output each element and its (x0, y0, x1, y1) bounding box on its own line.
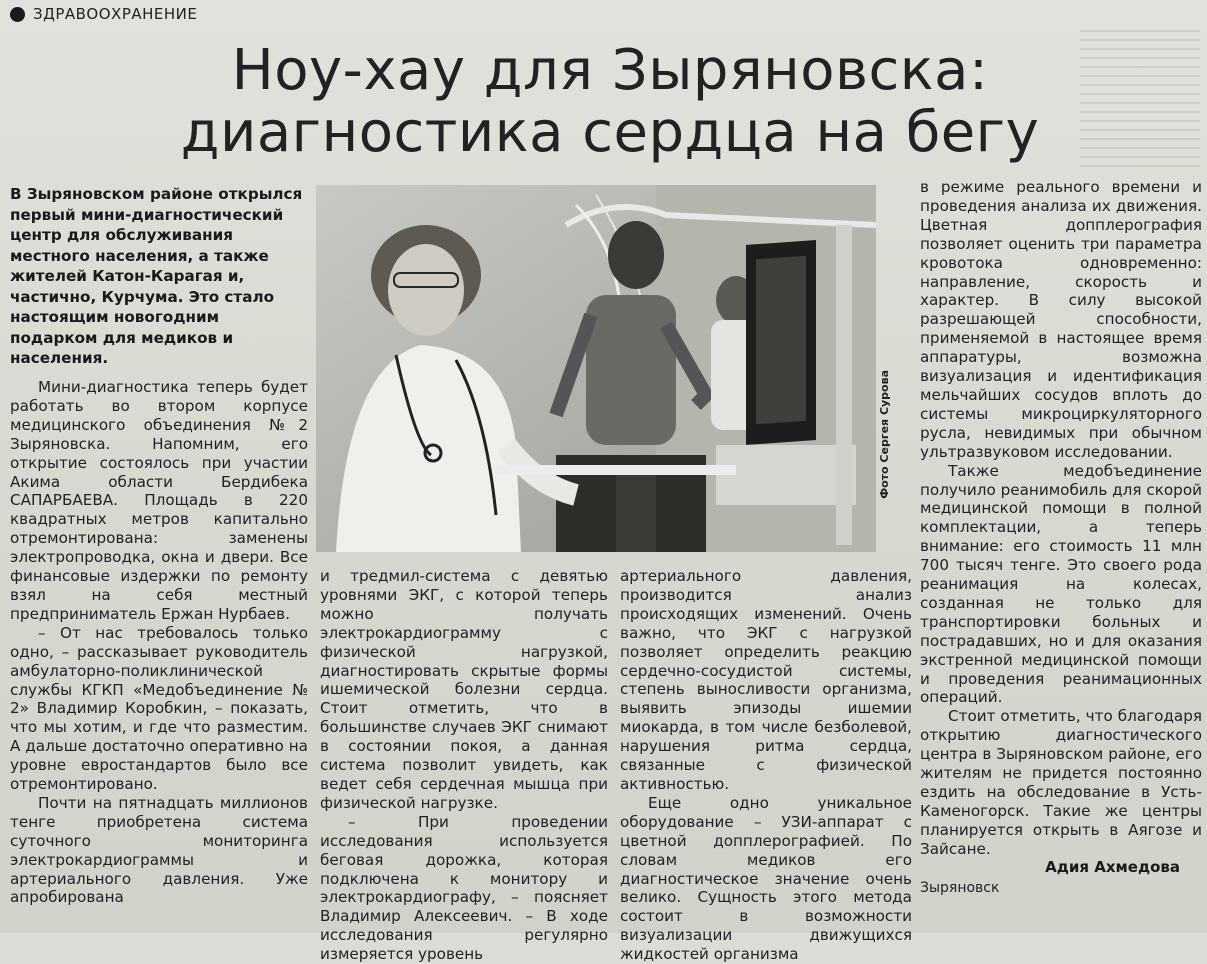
photo-credit: Фото Сергея Сурова (878, 370, 891, 499)
dateline: Зыряновск (920, 880, 1000, 896)
body-column-2 (320, 567, 608, 964)
headline-line-1: Ноу-хау для Зыряновска: (231, 38, 989, 103)
section-rubric (10, 3, 197, 25)
paragraph: – При проведении исследования используется беговая дорожка, которая подключена к монитору и электрокардиографу, – поясняет Владимир Алексеевич. – В ходе исследования регулярно измеряется уровень (320, 812, 608, 964)
photo-illustration (316, 185, 876, 552)
headline-line-2: диагностика сердца на бегу (180, 100, 1040, 165)
paragraph: артериального давления, производится анализ происходящих изменений. Очень важно, что ЭКГ с нагрузкой позволяет определить реакцию сердечно-сосудистой системы, степень выносливости организма, выявить эпизоды ишемии миокарда, в том числе безболевой, нарушения ритма сердца, связанные с физической активностью. (620, 567, 912, 793)
rubric-label: ЗДРАВООХРАНЕНИЕ (33, 5, 198, 23)
body-column-3 (620, 567, 912, 964)
paragraph: Почти на пятнадцать миллионов тенге приобретена система суточного мониторинга электрокардиограммы и артериального давления. Уже апробирована (10, 793, 308, 907)
article-photo (316, 185, 876, 552)
paragraph: – От нас требовалось только одно, – рассказывает руководитель амбулаторно-поликлинической службы КГКП «Медобъединение № 2» Владимир Коробкин, – показать, что мы хотим, и где что разместим. А дальше достаточно оперативно на уровне евростандартов было все отремонтировано. (10, 623, 308, 794)
bleed-through-texture (1080, 30, 1200, 170)
body-column-1 (10, 378, 308, 928)
paragraph: Мини-диагностика теперь будет работать во втором корпусе медицинского объединения №2 Зыряновска. Напомним, его открытие состоялось при участии Акима области Бердибека САПАРБАЕВА. Площадь в 220 квадратных метров капитально отремонтирована: заменены электропроводка, окна и двери. Все финансовые издержки по ремонту взял на себя местный предприниматель Ержан Нурбаев. (10, 378, 308, 623)
author-byline: Адия Ахмедова (1045, 858, 1180, 876)
body-column-4 (920, 178, 1202, 858)
paragraph: и тредмил-система с девятью уровнями ЭКГ, с которой теперь можно получать электрокардиограмму с физической нагрузкой, диагностировать скрытые формы ишемической болезни сердца. Стоит отметить, что в большинстве случаев ЭКГ снимают в состоянии покоя, а данная система позволит увидеть, как ведет себя сердечная мышца при физической нагрузке. (320, 567, 608, 812)
paragraph: Еще одно уникальное оборудование – УЗИ-аппарат с цветной допплерографией. По словам медиков его диагностическое значение очень велико. Сущность этого метода состоит в возможности визуализации движущихся жидкостей организма (620, 793, 912, 964)
paragraph: в режиме реального времени и проведения анализа их движения. Цветная допплерография позволяет оценить три параметра кровотока одновременно: направление, скорость и характер. В силу высокой разрешающей способности, применяемой в настоящее время аппаратуры, возможна визуализация и идентификация мельчайших сосудов вплоть до системы микроциркуляторного русла, невидимых при обычном ультразвуковом исследовании. (920, 178, 1202, 461)
paragraph: Стоит отметить, что благодаря открытию диагностического центра в Зыряновском районе, его жителям не придется постоянно ездить на обследование в Усть-Каменогорск. Такие же центры планируется открыть в Аягозе и Зайсане. (920, 707, 1202, 858)
paragraph: Также медобъединение получило реанимобиль для скорой медицинской помощи в полной комплектации, а теперь внимание: его стоимость 11 млн 700 тысяч тенге. Это своего рода реанимация на колесах, созданная не только для транспортировки больных и пострадавших, но и для оказания экстренной медицинской помощи и проведения реанимационных операций. (920, 461, 1202, 707)
article-headline (150, 40, 1070, 164)
bullet-icon (10, 7, 25, 22)
lead-paragraph: В Зыряновском районе открылся первый мини-диагностический центр для обслуживания местного населения, а также жителей Катон-Карагая и, частично, Курчума. Это стало настоящим новогодним подарком для медиков и населения. (10, 185, 303, 367)
